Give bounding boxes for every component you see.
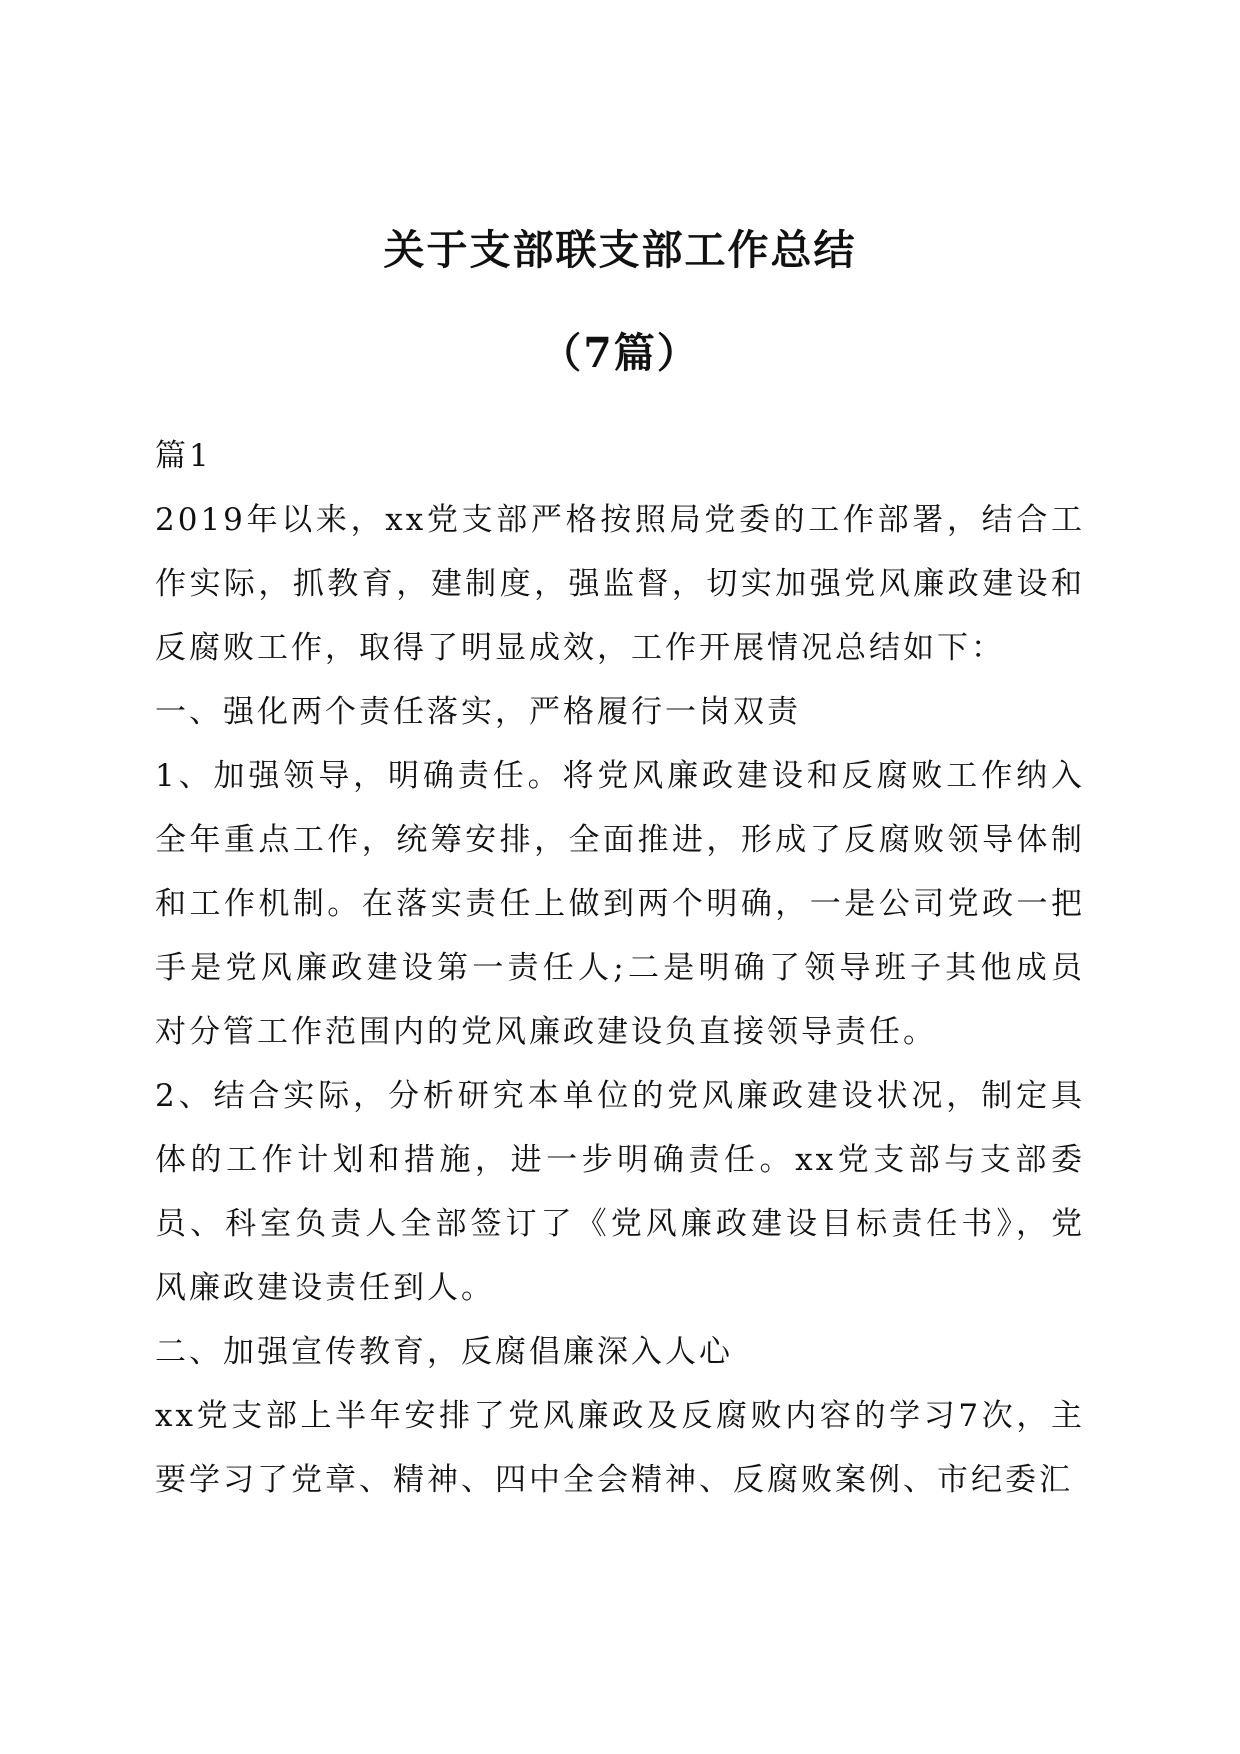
paragraph-education: xx党支部上半年安排了党风廉政及反腐败内容的学习7次，主要学习了党章、精神、四中全会精神、反腐败案例、市纪委汇 [155, 1398, 1085, 1498]
heading-section-two: 二、加强宣传教育，反腐倡廉深入人心 [155, 1334, 733, 1370]
paragraph-item-1: 1、加强领导，明确责任。将党风廉政建设和反腐败工作纳入全年重点工作，统筹安排，全面推进，形成了反腐败领导体制和工作机制。在落实责任上做到两个明确，一是公司党政一把手是党风廉政建设第一责任人;二是明确了领导班子其他成员对分管工作范围内的党风廉政建设负直接领导责任。 [155, 758, 1085, 1050]
section-label: 篇1 [155, 438, 212, 474]
document-title: 关于支部联支部工作总结 [383, 226, 857, 274]
document-subtitle: （7篇） [540, 329, 700, 377]
document-body [155, 424, 1085, 1512]
paragraph-intro: 2019年以来，xx党支部严格按照局党委的工作部署，结合工作实际，抓教育，建制度，强监督，切实加强党风廉政建设和反腐败工作，取得了明显成效，工作开展情况总结如下： [155, 502, 1085, 666]
heading-section-one: 一、强化两个责任落实，严格履行一岗双责 [155, 694, 801, 730]
paragraph-item-2: 2、结合实际，分析研究本单位的党风廉政建设状况，制定具体的工作计划和措施，进一步明确责任。xx党支部与支部委员、科室负责人全部签订了《党风廉政建设目标责任书》，党风廉政建设责任到人。 [155, 1078, 1085, 1306]
